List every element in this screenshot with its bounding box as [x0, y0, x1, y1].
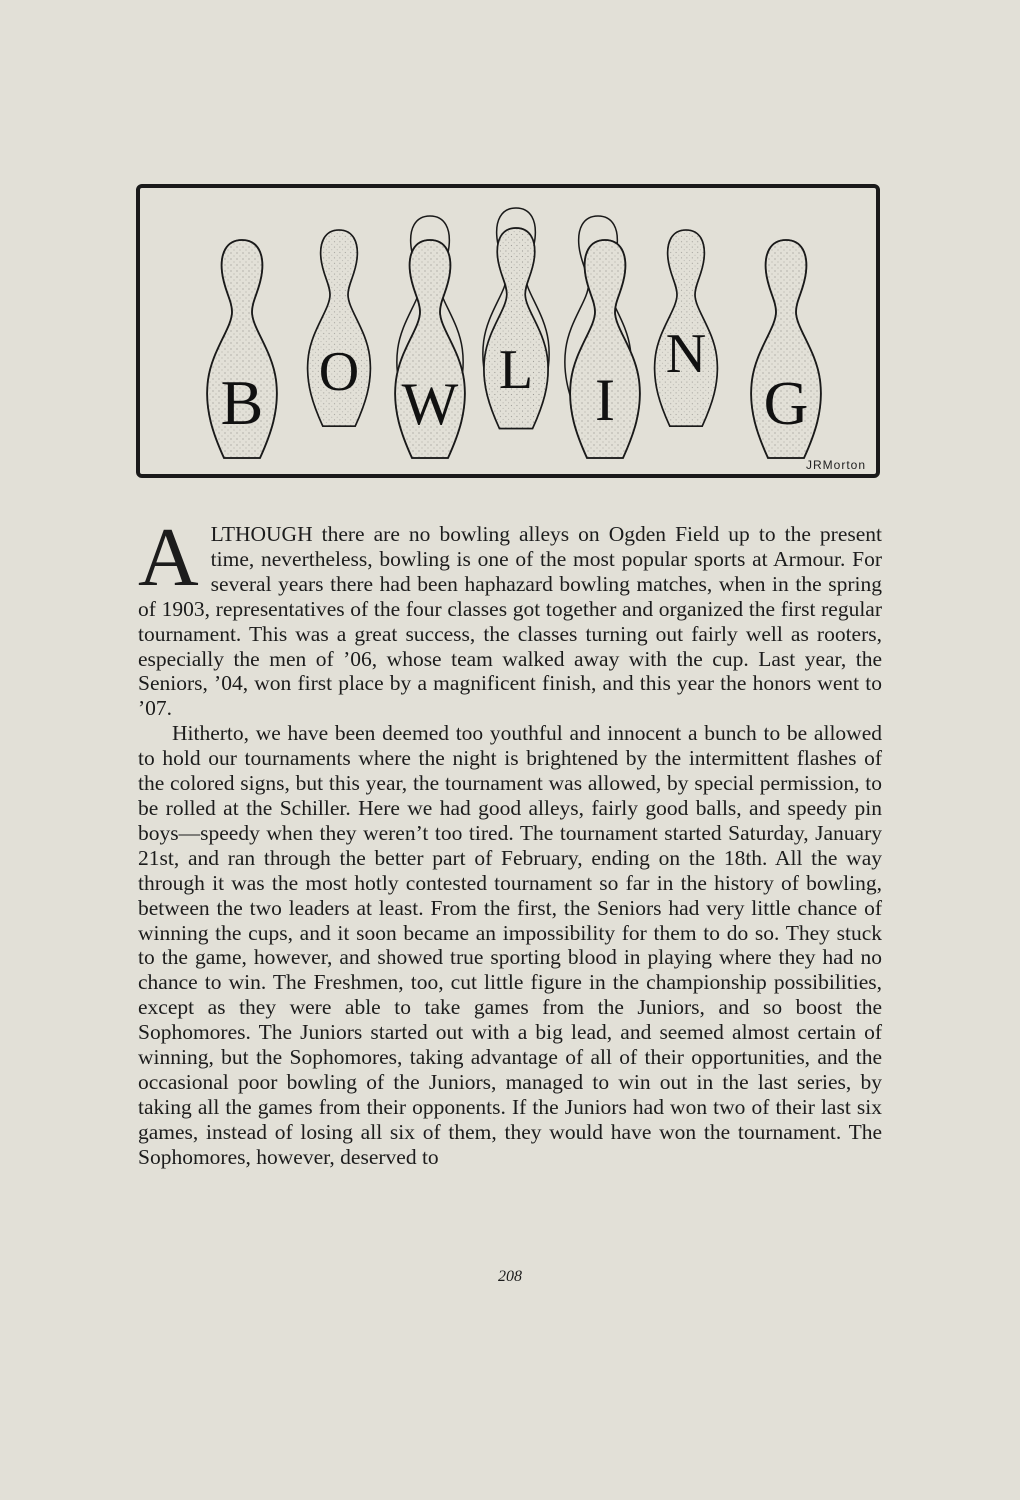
- paragraph-1: [138, 511, 882, 721]
- bowling-pins-illustration: [140, 188, 876, 474]
- title-letter-o: O: [318, 341, 360, 403]
- title-letter-n: N: [665, 323, 707, 385]
- paragraph-1-text: LTHOUGH there are no bowling alleys on Ogden Field up to the present time, nevertheless, bowling is one of the most popular sports at Armour. For several years there had been haphazard bowling matches, when in the spring of 1903, representatives of the four classes got together and organized the first regular tournament. This was a great success, the classes turning out fairly well as rooters, especially the men of ’06, whose team walked away with the cup. Last year, the Seniors, ’04, won first place by a magnificent finish, and this year the honors went to ’07.: [138, 522, 882, 721]
- paragraph-2: Hitherto, we have been deemed too youthful and innocent a bunch to be allowed to hold our tournaments where the night is brightened by the intermittent flashes of the colored signs, but this year, the tournament was allowed, by special permission, to be rolled at the Schiller. Here we had good alleys, fairly good balls, and speedy pin boys—speedy when they weren’t too tired. The tournament started Saturday, January 21st, and ran through the better part of February, ending on the 18th. All the way through it was the most hotly contested tournament so far in the history of bowling, between the two leaders at least. From the first, the Seniors had very little chance of winning the cups, and it soon became an impossibility for them to do so. They stuck to the game, however, and showed true sporting blood in playing where they had no chance to win. The Freshmen, too, cut little figure in the championship possibilities, except as they were able to take games from the Juniors, and so boost the Sophomores. The Juniors started out with a big lead, and seemed almost certain of winning, but the Sophomores, taking advantage of all of their opportunities, and the occasional poor bowling of the Juniors, managed to win out in the last series, by taking all the games from their opponents. If the Juniors had won two of their last six games, instead of losing all six of them, they would have won the tournament. The Sophomores, however, deserved to: [138, 721, 882, 1169]
- title-letter-w: W: [401, 371, 459, 437]
- title-letter-l: L: [498, 339, 534, 401]
- bowling-header-banner: [136, 184, 880, 478]
- artist-signature: JRMorton: [805, 458, 866, 472]
- page-number: 208: [498, 1268, 522, 1285]
- title-letter-b: B: [220, 367, 264, 438]
- title-letter-g: G: [763, 370, 809, 438]
- article-body: [138, 511, 882, 1170]
- title-letter-i: I: [595, 367, 615, 433]
- drop-cap: A: [138, 511, 199, 604]
